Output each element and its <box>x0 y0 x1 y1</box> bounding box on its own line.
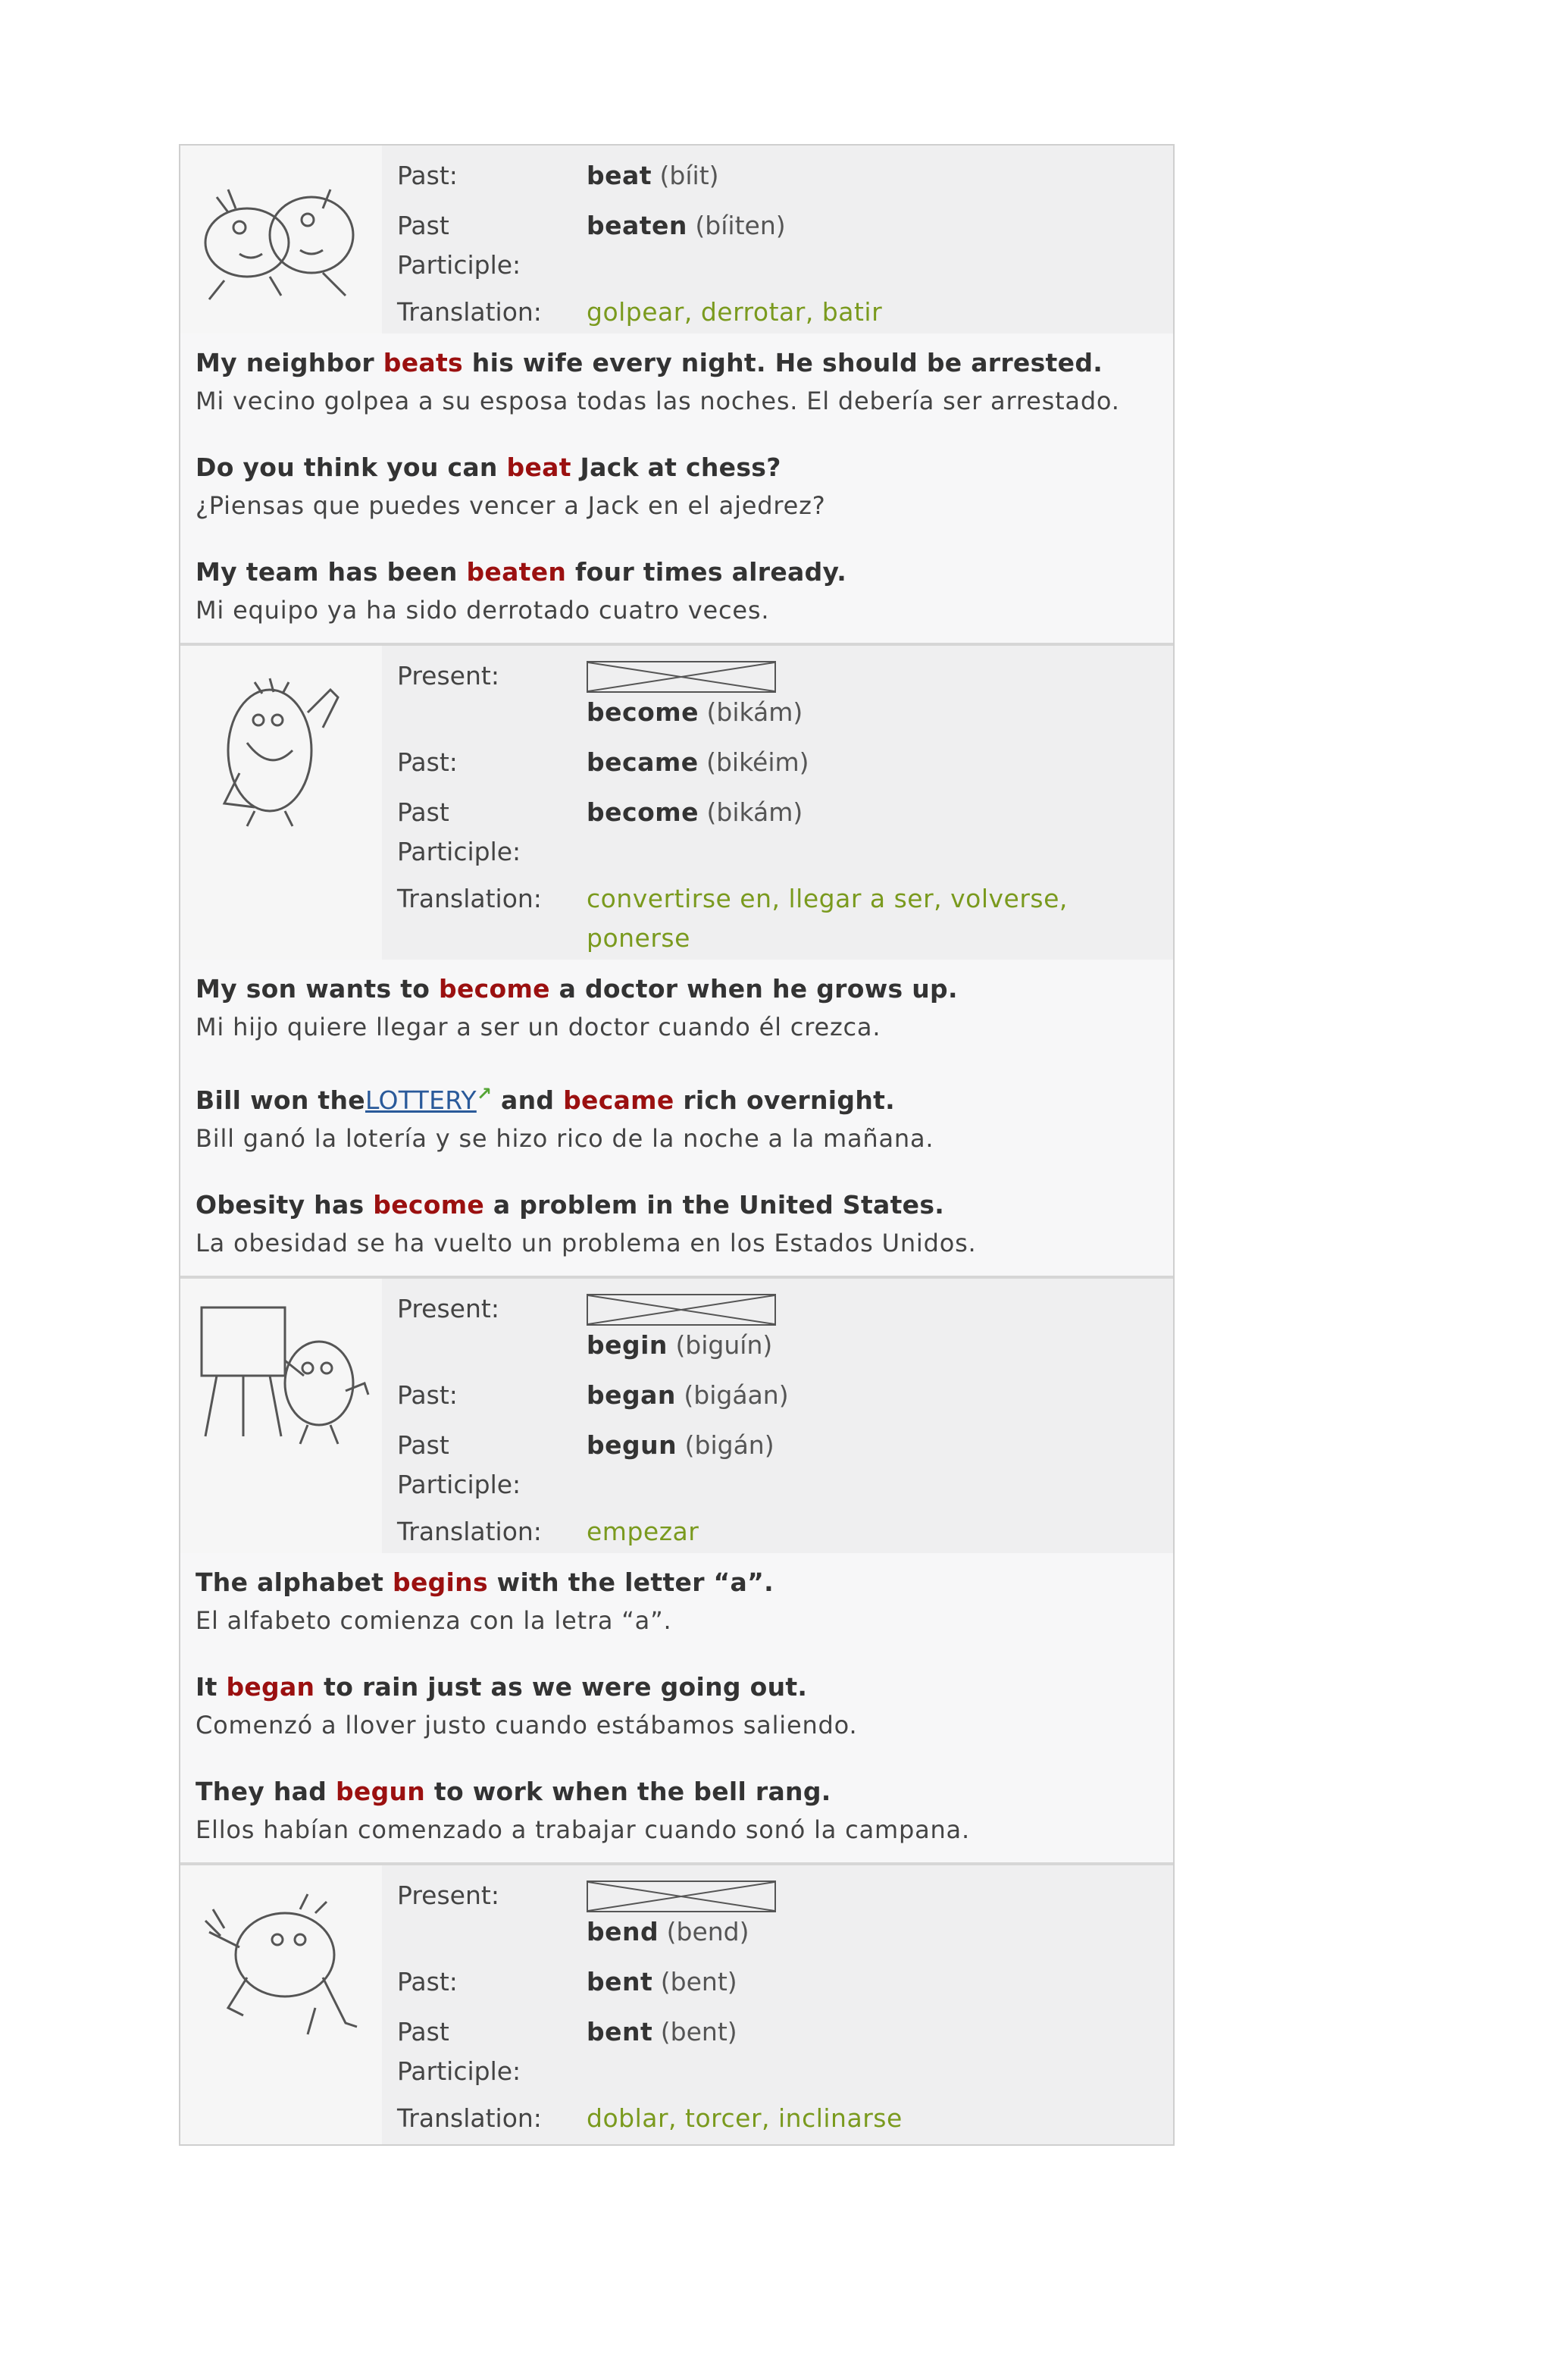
translation-row <box>382 2099 1173 2138</box>
participle-row <box>382 206 1173 285</box>
verb-entry-bend <box>180 1862 1173 2144</box>
cartoon-bending-icon <box>194 1887 376 2053</box>
example-english: The alphabet begins with the letter “a”. <box>196 1567 774 1597</box>
audio-placeholder-icon[interactable] <box>587 661 776 693</box>
participle-label: Past Participle: <box>397 211 521 280</box>
example-spanish: Mi vecino golpea a su esposa todas las noches. El debería ser arrestado. <box>196 387 1120 415</box>
verb-entry-become <box>180 643 1173 1276</box>
example <box>196 1075 1173 1157</box>
past-verb: beat <box>587 161 652 190</box>
participle-verb: become <box>587 797 699 827</box>
translation-label: Translation: <box>397 297 542 327</box>
example-spanish: Comenzó a llover justo cuando estábamos saliendo. <box>196 1711 858 1740</box>
example-spanish: Mi equipo ya ha sido derrotado cuatro veces. <box>196 596 770 625</box>
translation-value: empezar <box>587 1517 699 1546</box>
illustration-cell <box>180 1279 382 1553</box>
past-label: Past: <box>397 1380 458 1410</box>
example-spanish: Ellos habían comenzado a trabajar cuando sonó la campana. <box>196 1815 970 1844</box>
past-verb: bent <box>587 1967 653 1996</box>
past-pronunciation: (bent) <box>660 1967 737 1996</box>
past-label: Past: <box>397 747 458 777</box>
example-english: Do you think you can beat Jack at chess? <box>196 453 781 482</box>
participle-pronunciation: (bíiten) <box>695 211 786 240</box>
present-verb: bend <box>587 1917 659 1946</box>
example-english: My neighbor beats his wife every night. He should be arrested. <box>196 348 1103 377</box>
participle-label: Past Participle: <box>397 797 521 866</box>
audio-placeholder-icon[interactable] <box>587 1881 776 1912</box>
cartoon-boxing-icon <box>194 167 368 311</box>
past-label: Past: <box>397 1967 458 1996</box>
participle-pronunciation: (bikám) <box>706 797 803 827</box>
audio-placeholder-icon[interactable] <box>587 1294 776 1326</box>
present-row <box>382 656 1173 732</box>
past-row <box>382 743 1173 782</box>
translation-label: Translation: <box>397 884 542 913</box>
external-link-icon[interactable]: ↗ <box>476 1083 493 1104</box>
example-english: Bill won theLOTTERY↗ and became rich overnight. <box>196 1083 896 1115</box>
example <box>196 449 1173 525</box>
cartoon-easel-icon <box>194 1300 376 1451</box>
verb-entry-beat <box>180 146 1173 643</box>
example <box>196 1186 1173 1262</box>
present-label: Present: <box>397 1294 499 1323</box>
translation-row <box>382 1512 1173 1552</box>
translation-value: golpear, derrotar, batir <box>587 297 883 327</box>
example-english: My son wants to become a doctor when he grows up. <box>196 974 958 1004</box>
past-verb: began <box>587 1380 676 1410</box>
verb-list <box>179 144 1175 2146</box>
example-english: They had begun to work when the bell rang. <box>196 1777 831 1806</box>
participle-verb: beaten <box>587 211 687 240</box>
examples-section <box>180 1553 1173 1862</box>
participle-label: Past Participle: <box>397 2017 521 2086</box>
present-pronunciation: (bikám) <box>706 697 803 727</box>
forms-panel <box>382 1279 1173 1553</box>
present-label: Present: <box>397 1881 499 1910</box>
examples-section <box>180 960 1173 1276</box>
present-row <box>382 1289 1173 1365</box>
example-english: It began to rain just as we were going out. <box>196 1672 808 1702</box>
examples-section <box>180 334 1173 643</box>
cartoon-toga-icon <box>194 667 368 834</box>
example-spanish: La obesidad se ha vuelto un problema en los Estados Unidos. <box>196 1229 977 1257</box>
example-spanish: Mi hijo quiere llegar a ser un doctor cuando él crezca. <box>196 1013 881 1041</box>
verb-entry-begin <box>180 1276 1173 1862</box>
past-label: Past: <box>397 161 458 190</box>
example <box>196 553 1173 629</box>
translation-row <box>382 879 1173 958</box>
translation-label: Translation: <box>397 1517 542 1546</box>
illustration-cell <box>180 1865 382 2144</box>
forms-panel <box>382 146 1173 334</box>
past-row <box>382 1376 1173 1415</box>
translation-row <box>382 293 1173 332</box>
past-pronunciation: (bikéim) <box>706 747 809 777</box>
illustration-cell <box>180 646 382 960</box>
example-english: My team has been beaten four times already. <box>196 557 847 587</box>
participle-verb: bent <box>587 2017 653 2046</box>
present-pronunciation: (biguín) <box>675 1330 773 1360</box>
past-row <box>382 1962 1173 2002</box>
participle-pronunciation: (bent) <box>660 2017 737 2046</box>
example <box>196 344 1173 420</box>
participle-row <box>382 2012 1173 2091</box>
example-spanish: Bill ganó la lotería y se hizo rico de la noche a la mañana. <box>196 1124 934 1153</box>
participle-pronunciation: (bigán) <box>684 1430 774 1460</box>
present-verb: become <box>587 697 699 727</box>
present-label: Present: <box>397 661 499 691</box>
forms-panel <box>382 1865 1173 2144</box>
participle-verb: begun <box>587 1430 677 1460</box>
present-row <box>382 1876 1173 1952</box>
forms-panel <box>382 646 1173 960</box>
translation-value: convertirse en, llegar a ser, volverse, ponerse <box>587 884 1068 953</box>
present-verb: begin <box>587 1330 668 1360</box>
translation-label: Translation: <box>397 2103 542 2133</box>
translation-value: doblar, torcer, inclinarse <box>587 2103 903 2133</box>
lottery-link[interactable]: LOTTERY <box>365 1085 477 1115</box>
past-row <box>382 156 1173 196</box>
past-pronunciation: (bíit) <box>659 161 719 190</box>
past-pronunciation: (bigáan) <box>684 1380 789 1410</box>
example-english: Obesity has become a problem in the United States. <box>196 1190 945 1220</box>
example <box>196 1773 1173 1849</box>
illustration-cell <box>180 146 382 334</box>
present-pronunciation: (bend) <box>666 1917 749 1946</box>
past-verb: became <box>587 747 699 777</box>
example-spanish: El alfabeto comienza con la letra “a”. <box>196 1606 672 1635</box>
participle-row <box>382 1426 1173 1505</box>
example-spanish: ¿Piensas que puedes vencer a Jack en el ajedrez? <box>196 491 826 520</box>
example <box>196 970 1173 1046</box>
example <box>196 1564 1173 1639</box>
example <box>196 1668 1173 1744</box>
participle-label: Past Participle: <box>397 1430 521 1499</box>
participle-row <box>382 793 1173 872</box>
